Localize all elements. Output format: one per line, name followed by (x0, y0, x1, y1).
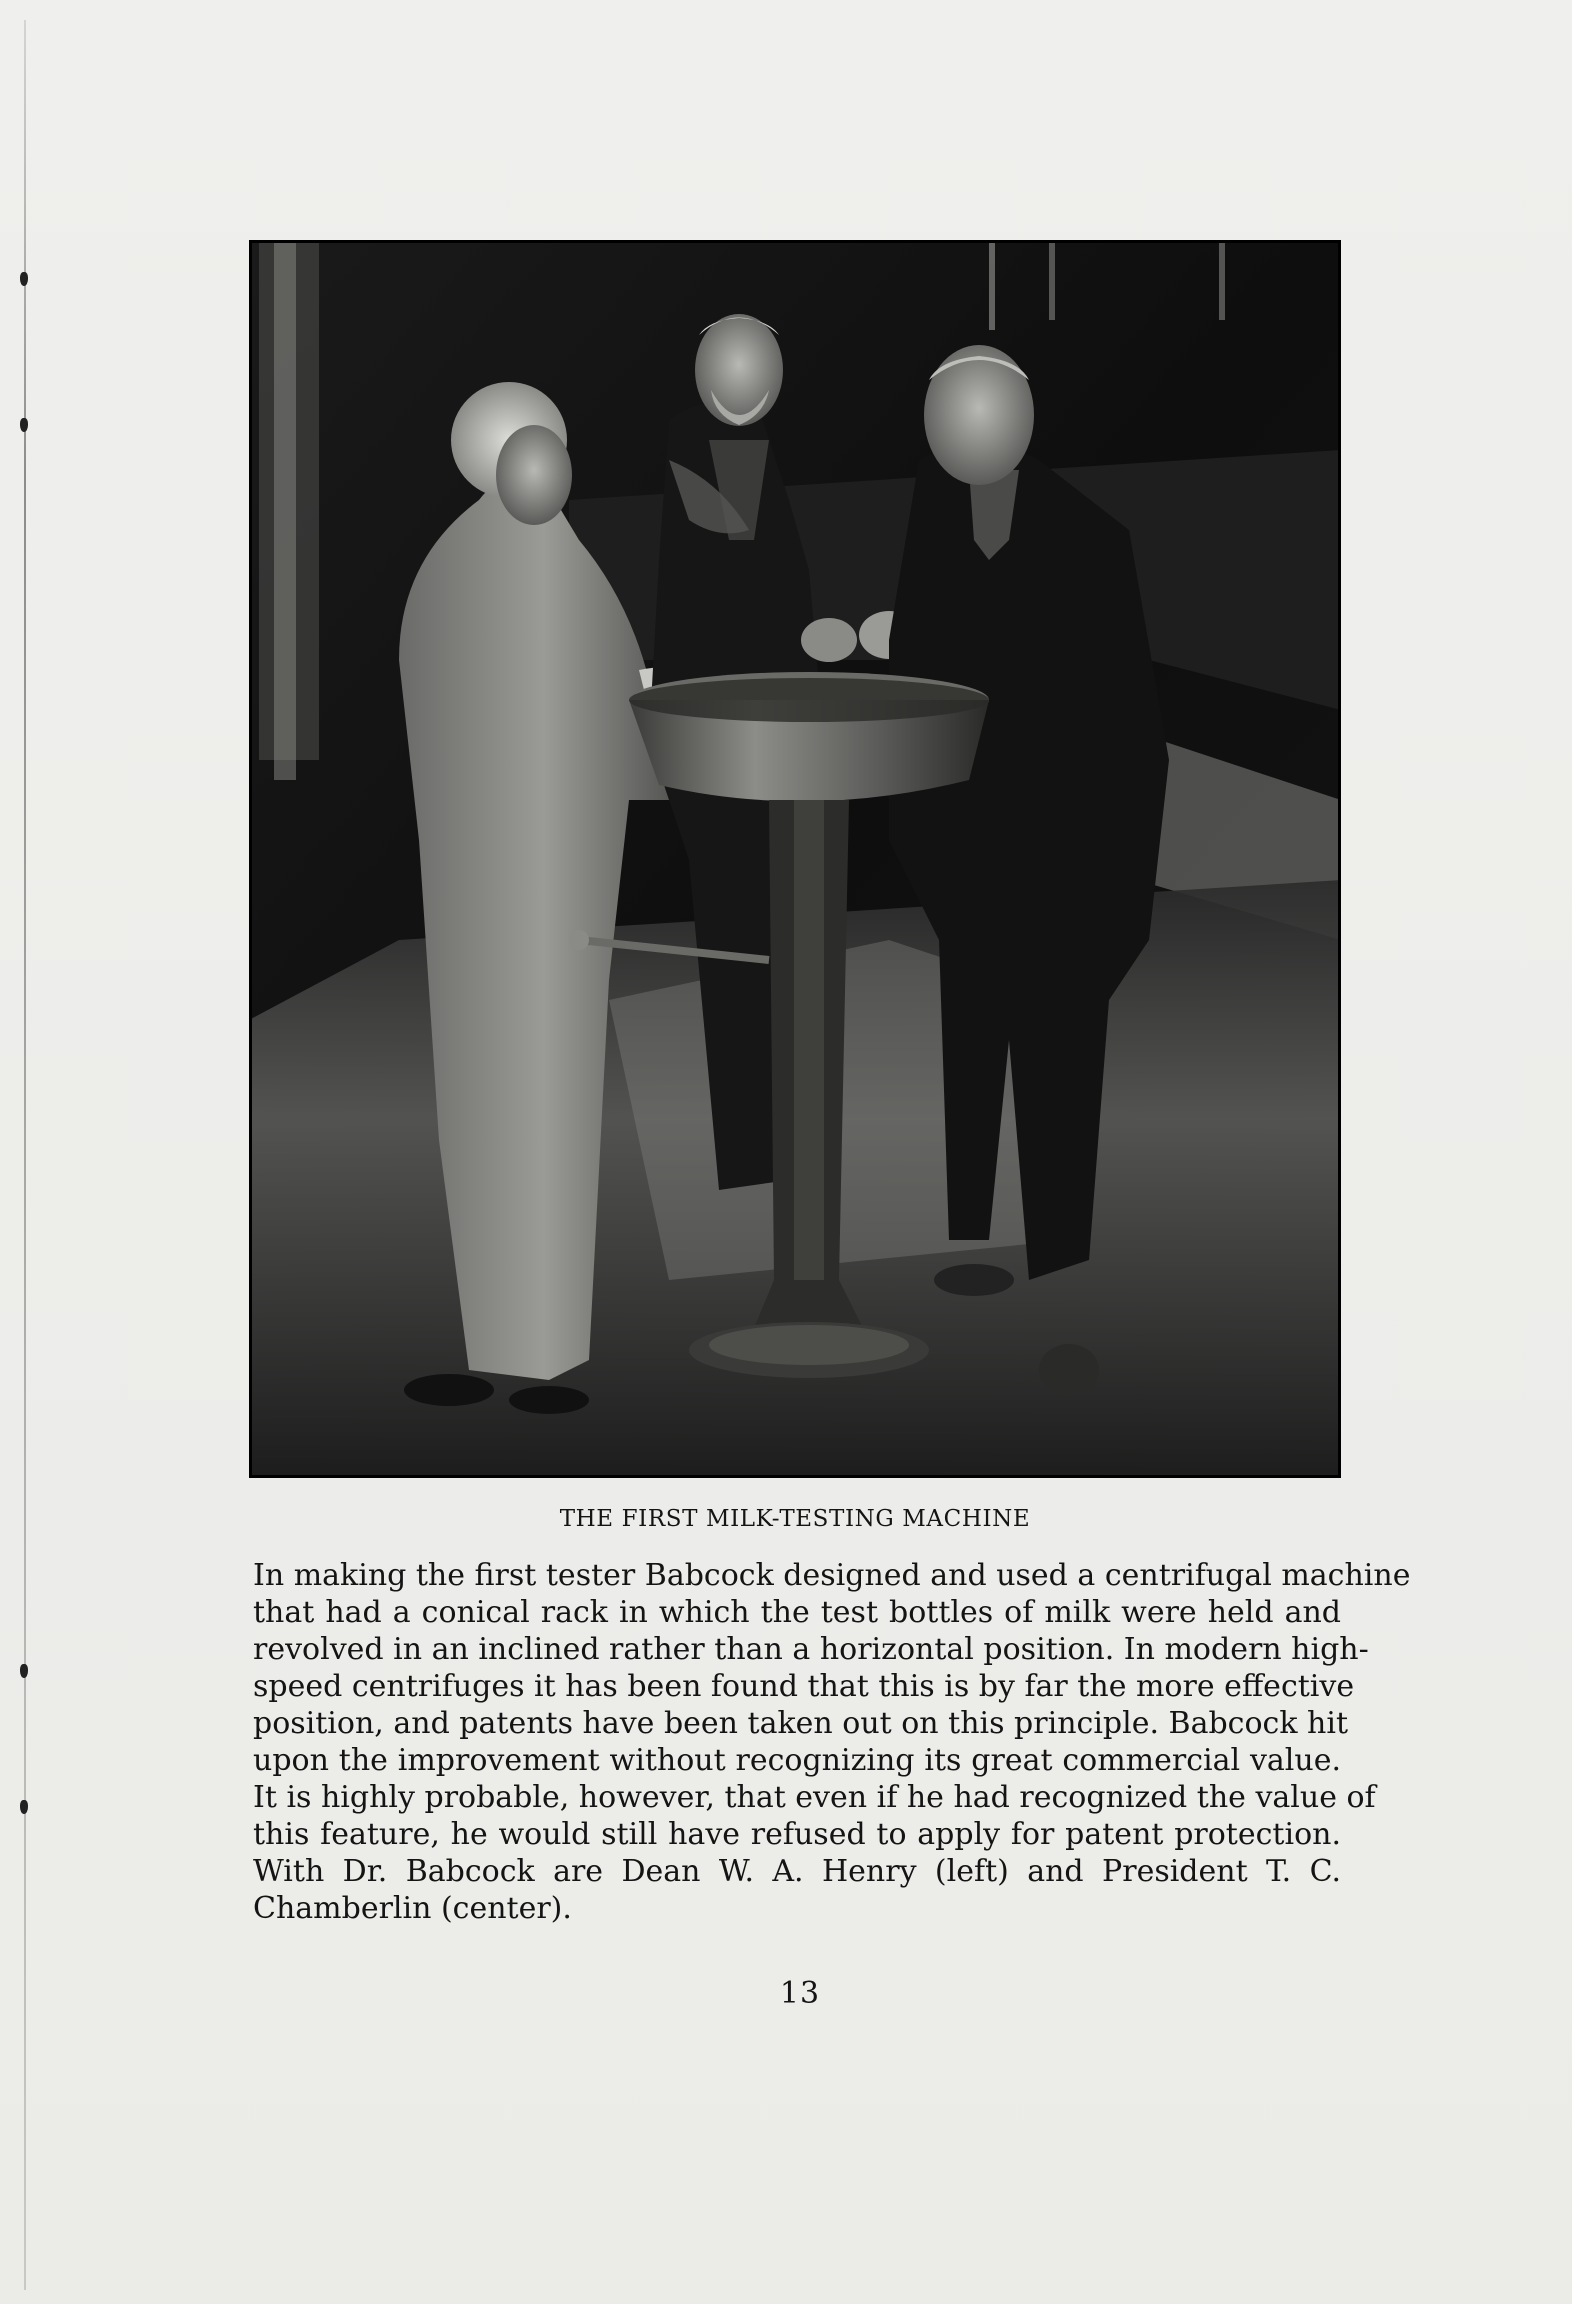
photograph (249, 240, 1341, 1478)
paragraph-line: that had a conical rack in which the test bottles of milk were held and (253, 1595, 1341, 1630)
photograph-image (249, 240, 1341, 1478)
paragraph-line: position, and patents have been taken out on this principle. Babcock hit (253, 1706, 1349, 1741)
paragraph-line: speed centrifuges it has been found that this is by far the more effective (253, 1669, 1355, 1704)
paragraph-line: With Dr. Babcock are Dean W. A. Henry (left) and President T. C. (253, 1854, 1341, 1889)
paragraph-line: this feature, he would still have refused to apply for patent protection. (253, 1817, 1341, 1852)
binding-mark (20, 1664, 28, 1678)
paragraph-line: Chamberlin (center). (253, 1891, 572, 1926)
paragraph-line: In making the first tester Babcock designed and used a centrifugal machine (253, 1558, 1411, 1593)
page-number: 13 (779, 1976, 821, 2011)
paragraph-line: revolved in an inclined rather than a horizontal position. In modern high- (253, 1632, 1369, 1667)
binding-mark (20, 1800, 28, 1814)
binding-mark (20, 272, 28, 286)
photo-caption: THE FIRST MILK-TESTING MACHINE (559, 1506, 1031, 1532)
binding-mark (20, 418, 28, 432)
paragraph-line: It is highly probable, however, that even if he had recognized the value of (253, 1780, 1376, 1815)
binding-edge (24, 20, 26, 2290)
paragraph-line: upon the improvement without recognizing its great commercial value. (253, 1743, 1341, 1778)
caption-paragraph (253, 1557, 1411, 1927)
